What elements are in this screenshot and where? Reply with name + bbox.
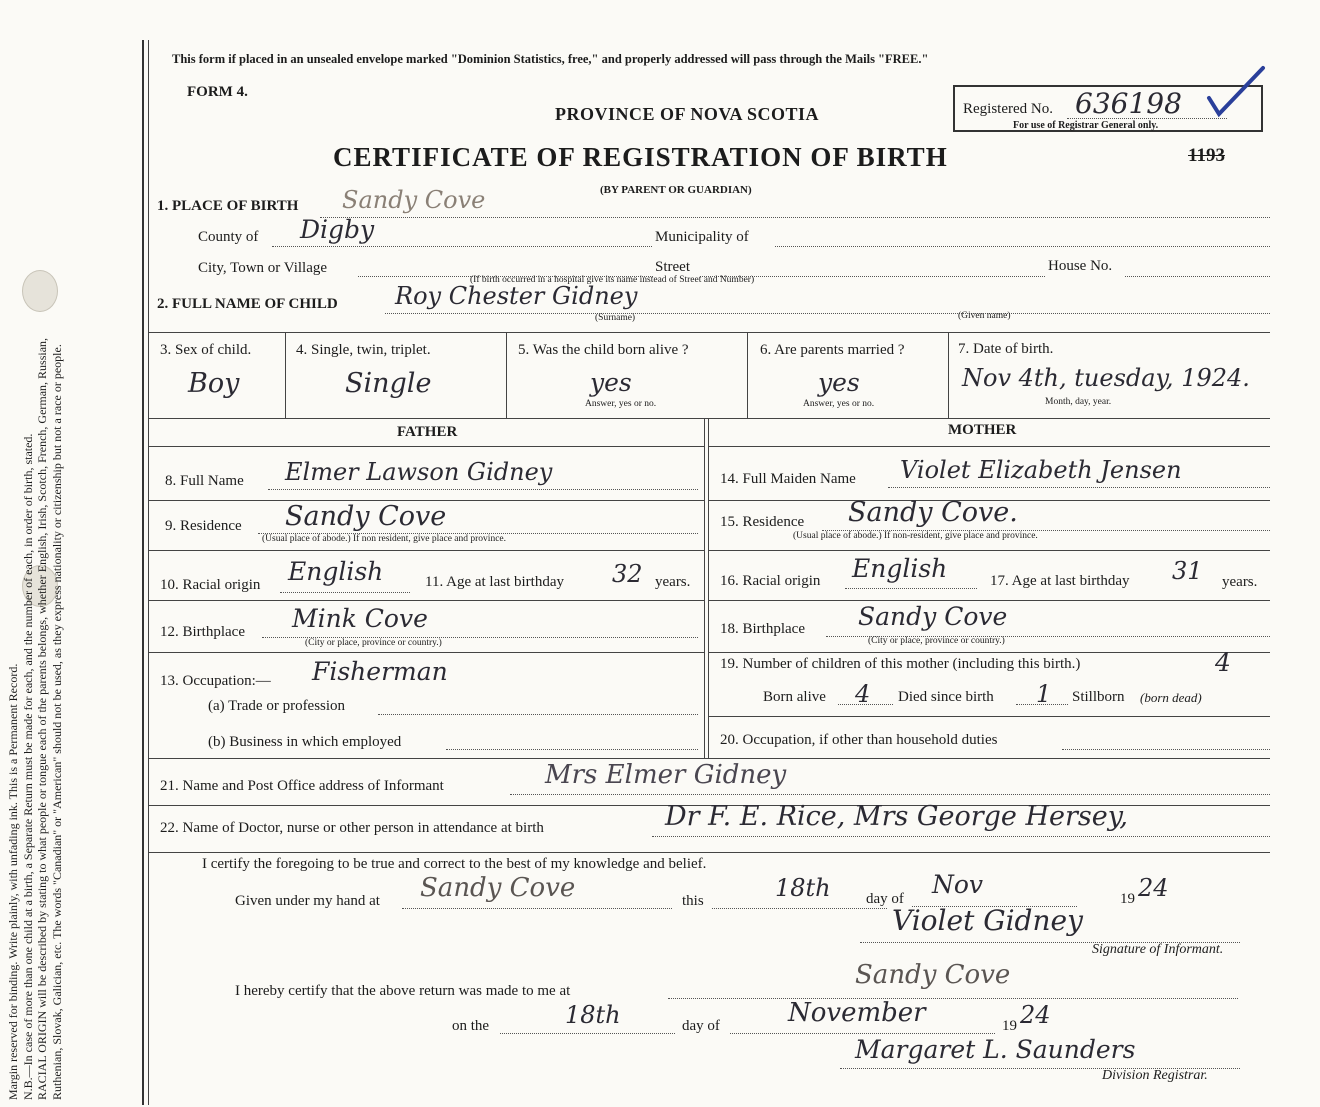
mother-birthplace-label: 18. Birthplace xyxy=(720,621,805,637)
hereby-certify-statement: I hereby certify that the above return was made to me at xyxy=(235,983,571,999)
rule xyxy=(704,418,705,758)
father-business-line xyxy=(446,749,698,750)
registered-number: 636198 xyxy=(1075,87,1182,120)
father-racial-label: 10. Racial origin xyxy=(160,577,261,593)
children-count-value: 4 xyxy=(1215,648,1231,677)
rule xyxy=(148,600,704,601)
county-value: Digby xyxy=(300,215,375,244)
house-no-label: House No. xyxy=(1048,258,1113,274)
father-name-value: Elmer Lawson Gidney xyxy=(285,458,553,486)
county-line xyxy=(272,246,652,247)
children-count-label: 19. Number of children of this mother (including this birth.) xyxy=(720,656,1081,672)
parents-married-label: 6. Are parents married ? xyxy=(760,342,905,358)
mother-birthplace-value: Sandy Cove xyxy=(858,602,1008,631)
mother-residence-label: 15. Residence xyxy=(720,514,805,530)
municipality-line xyxy=(775,246,1270,247)
rule xyxy=(148,550,704,551)
attendant-label: 22. Name of Doctor, nurse or other person in attendance at birth xyxy=(160,820,544,836)
informant-label: 21. Name and Post Office address of Informant xyxy=(160,778,444,794)
rule xyxy=(708,446,1270,447)
year2-prefix: 19 xyxy=(1002,1018,1017,1034)
form-number: FORM 4. xyxy=(187,84,248,100)
margin-note-line: Ruthenian, Slovak, Galician, etc. The words "Canadian" or "American" should not be used, as they express nationality or citizenship but not a race or people. xyxy=(49,344,64,1100)
rule xyxy=(285,332,286,418)
father-residence-label: 9. Residence xyxy=(165,518,242,534)
rule xyxy=(148,652,704,653)
street-label: Street xyxy=(655,259,690,275)
informant-value: Mrs Elmer Gidney xyxy=(545,760,787,790)
struck-number: 1193 xyxy=(1188,145,1225,166)
mother-residence-value: Sandy Cove. xyxy=(848,497,1018,528)
mother-racial-line xyxy=(845,588,977,589)
father-birthplace-note: (City or place, province or country.) xyxy=(305,638,442,648)
registrar-signature: Margaret L. Saunders xyxy=(855,1035,1136,1064)
stillborn-note: (born dead) xyxy=(1140,690,1202,705)
father-age-label: 11. Age at last birthday xyxy=(425,574,564,590)
year-prefix: 19 xyxy=(1120,891,1135,907)
answer-note: Answer, yes or no. xyxy=(585,399,657,409)
rule xyxy=(148,418,1270,419)
signature-of-informant-label: Signature of Informant. xyxy=(1092,942,1224,957)
rule xyxy=(148,852,1270,853)
father-trade-label: (a) Trade or profession xyxy=(208,698,346,714)
mother-residence-note: (Usual place of abode.) If non-resident, give place and province. xyxy=(793,531,1038,541)
given-name-note: (Given name) xyxy=(958,311,1011,321)
given-place-value: Sandy Cove xyxy=(420,873,576,903)
sex-label: 3. Sex of child. xyxy=(160,342,252,358)
attendant-value: Dr F. E. Rice, Mrs George Hersey, xyxy=(665,801,1128,832)
margin-note xyxy=(6,30,134,1100)
day-of-2-line xyxy=(730,1033,995,1034)
place-of-birth-value: Sandy Cove xyxy=(342,186,486,214)
hospital-note: (If birth occurred in a hospital give its name instead of Street and Number) xyxy=(470,275,755,285)
born-alive-value: yes xyxy=(590,368,632,397)
day-of-2-label: day of xyxy=(682,1018,720,1034)
certificate-title: CERTIFICATE OF REGISTRATION OF BIRTH xyxy=(333,142,948,172)
mother-age-value: 31 xyxy=(1172,557,1203,585)
day-of-2-value: November xyxy=(788,998,926,1028)
full-name-child-label: 2. FULL NAME OF CHILD xyxy=(157,296,338,312)
year-value: 24 xyxy=(1138,874,1169,902)
father-age-value: 32 xyxy=(612,560,643,588)
on-the-line xyxy=(500,1033,675,1034)
father-residence-note: (Usual place of abode.) If non resident, give place and province. xyxy=(262,534,506,544)
mother-racial-value: English xyxy=(852,554,948,583)
full-name-child-value: Roy Chester Gidney xyxy=(395,282,638,310)
attendant-line xyxy=(652,836,1270,837)
informant-signature: Violet Gidney xyxy=(892,904,1083,937)
father-racial-line xyxy=(280,592,410,593)
mother-racial-label: 16. Racial origin xyxy=(720,573,821,589)
rule xyxy=(948,332,949,418)
hereby-place-line xyxy=(668,998,1238,999)
father-occupation-value: Fisherman xyxy=(312,657,448,686)
father-birthplace-value: Mink Cove xyxy=(292,604,428,633)
father-occupation-label: 13. Occupation:— xyxy=(160,673,271,689)
died-since-birth-value: 1 xyxy=(1036,680,1052,708)
postal-note: This form if placed in an unsealed envelope marked "Dominion Statistics, free," and properly addressed will pass through the Mails "FREE." xyxy=(172,52,929,66)
rule xyxy=(708,652,1270,653)
answer-note: Answer, yes or no. xyxy=(803,399,875,409)
rule xyxy=(708,550,1270,551)
stillborn-label: Stillborn xyxy=(1072,689,1125,705)
on-the-label: on the xyxy=(452,1018,490,1034)
division-registrar-label: Division Registrar. xyxy=(1102,1068,1208,1083)
place-of-birth-label: 1. PLACE OF BIRTH xyxy=(157,198,299,214)
born-alive-count-label: Born alive xyxy=(763,689,826,705)
full-name-child-line xyxy=(385,313,1270,314)
father-name-line xyxy=(268,489,698,490)
certificate-subtitle: (BY PARENT OR GUARDIAN) xyxy=(600,184,752,196)
mother-age-label: 17. Age at last birthday xyxy=(990,573,1130,589)
registrar-use-note: For use of Registrar General only. xyxy=(1013,120,1159,131)
born-alive-label: 5. Was the child born alive ? xyxy=(518,342,689,358)
this-value: 18th xyxy=(775,874,831,902)
margin-note-line: N.B.—In case of more than one child at a birth, a Separate Return must be made for each, and the number of each, in order of birth, stated. xyxy=(20,433,35,1100)
city-label: City, Town or Village xyxy=(198,260,328,276)
born-alive-count-value: 4 xyxy=(855,680,871,708)
house-no-line xyxy=(1125,276,1270,277)
mother-name-value: Violet Elizabeth Jensen xyxy=(900,456,1182,484)
mother-heading: MOTHER xyxy=(948,422,1017,438)
rule xyxy=(148,758,1270,759)
day-of-label: day of xyxy=(866,891,904,907)
rule xyxy=(708,600,1270,601)
certify-statement: I certify the foregoing to be true and correct to the best of my knowledge and belief. xyxy=(202,856,707,872)
binding-margin-line xyxy=(142,40,144,1105)
province-heading: PROVINCE OF NOVA SCOTIA xyxy=(555,104,820,124)
mother-occupation-line xyxy=(1062,749,1270,750)
mother-years-label: years. xyxy=(1222,574,1258,590)
day-of-value: Nov xyxy=(932,870,984,899)
mother-name-label: 14. Full Maiden Name xyxy=(720,471,856,487)
rule xyxy=(148,446,704,447)
municipality-label: Municipality of xyxy=(655,229,749,245)
father-name-label: 8. Full Name xyxy=(165,473,244,489)
this-label: this xyxy=(682,893,704,909)
mother-name-line xyxy=(888,487,1270,488)
parents-married-value: yes xyxy=(818,368,860,397)
year2-value: 24 xyxy=(1020,1001,1051,1029)
on-the-value: 18th xyxy=(565,1001,621,1029)
father-residence-value: Sandy Cove xyxy=(285,501,447,532)
mother-birthplace-note: (City or place, province or country.) xyxy=(868,636,1005,646)
rule xyxy=(148,332,1270,333)
rule xyxy=(708,716,1270,717)
date-of-birth-value: Nov 4th, tuesday, 1924. xyxy=(962,364,1250,392)
date-of-birth-label: 7. Date of birth. xyxy=(958,341,1054,357)
rule xyxy=(708,418,709,758)
informant-line xyxy=(510,794,1270,795)
given-place-line xyxy=(402,908,672,909)
father-years-label: years. xyxy=(655,574,691,590)
margin-note-line: Margin reserved for binding. Write plainly, with unfading ink. This is a Permanent Record. xyxy=(6,663,20,1100)
given-under-label: Given under my hand at xyxy=(235,893,380,909)
check-mark-icon xyxy=(1205,62,1267,122)
surname-note: (Surname) xyxy=(595,313,636,323)
county-label: County of xyxy=(198,229,259,245)
sex-value: Boy xyxy=(188,368,240,399)
rule xyxy=(747,332,748,418)
father-business-label: (b) Business in which employed xyxy=(208,734,402,750)
this-line xyxy=(712,908,887,909)
margin-note-line: RACIAL ORIGIN will be described by stating to what people or tongue each of the parents belongs, whether English, Irish, Scotch, French, German, Russian, xyxy=(35,337,49,1100)
plurality-value: Single xyxy=(345,368,432,399)
father-racial-value: English xyxy=(288,557,384,586)
place-of-birth-line xyxy=(320,217,1270,218)
father-trade-line xyxy=(378,714,698,715)
plurality-label: 4. Single, twin, triplet. xyxy=(296,342,431,358)
date-note: Month, day, year. xyxy=(1045,397,1112,407)
father-birthplace-label: 12. Birthplace xyxy=(160,624,245,640)
rule xyxy=(506,332,507,418)
father-heading: FATHER xyxy=(397,424,458,440)
hereby-place-value: Sandy Cove xyxy=(855,960,1011,990)
binding-margin-line-inner xyxy=(148,40,149,1105)
died-since-birth-label: Died since birth xyxy=(898,689,994,705)
mother-occupation-label: 20. Occupation, if other than household duties xyxy=(720,732,998,748)
registered-label: Registered No. xyxy=(963,101,1053,117)
